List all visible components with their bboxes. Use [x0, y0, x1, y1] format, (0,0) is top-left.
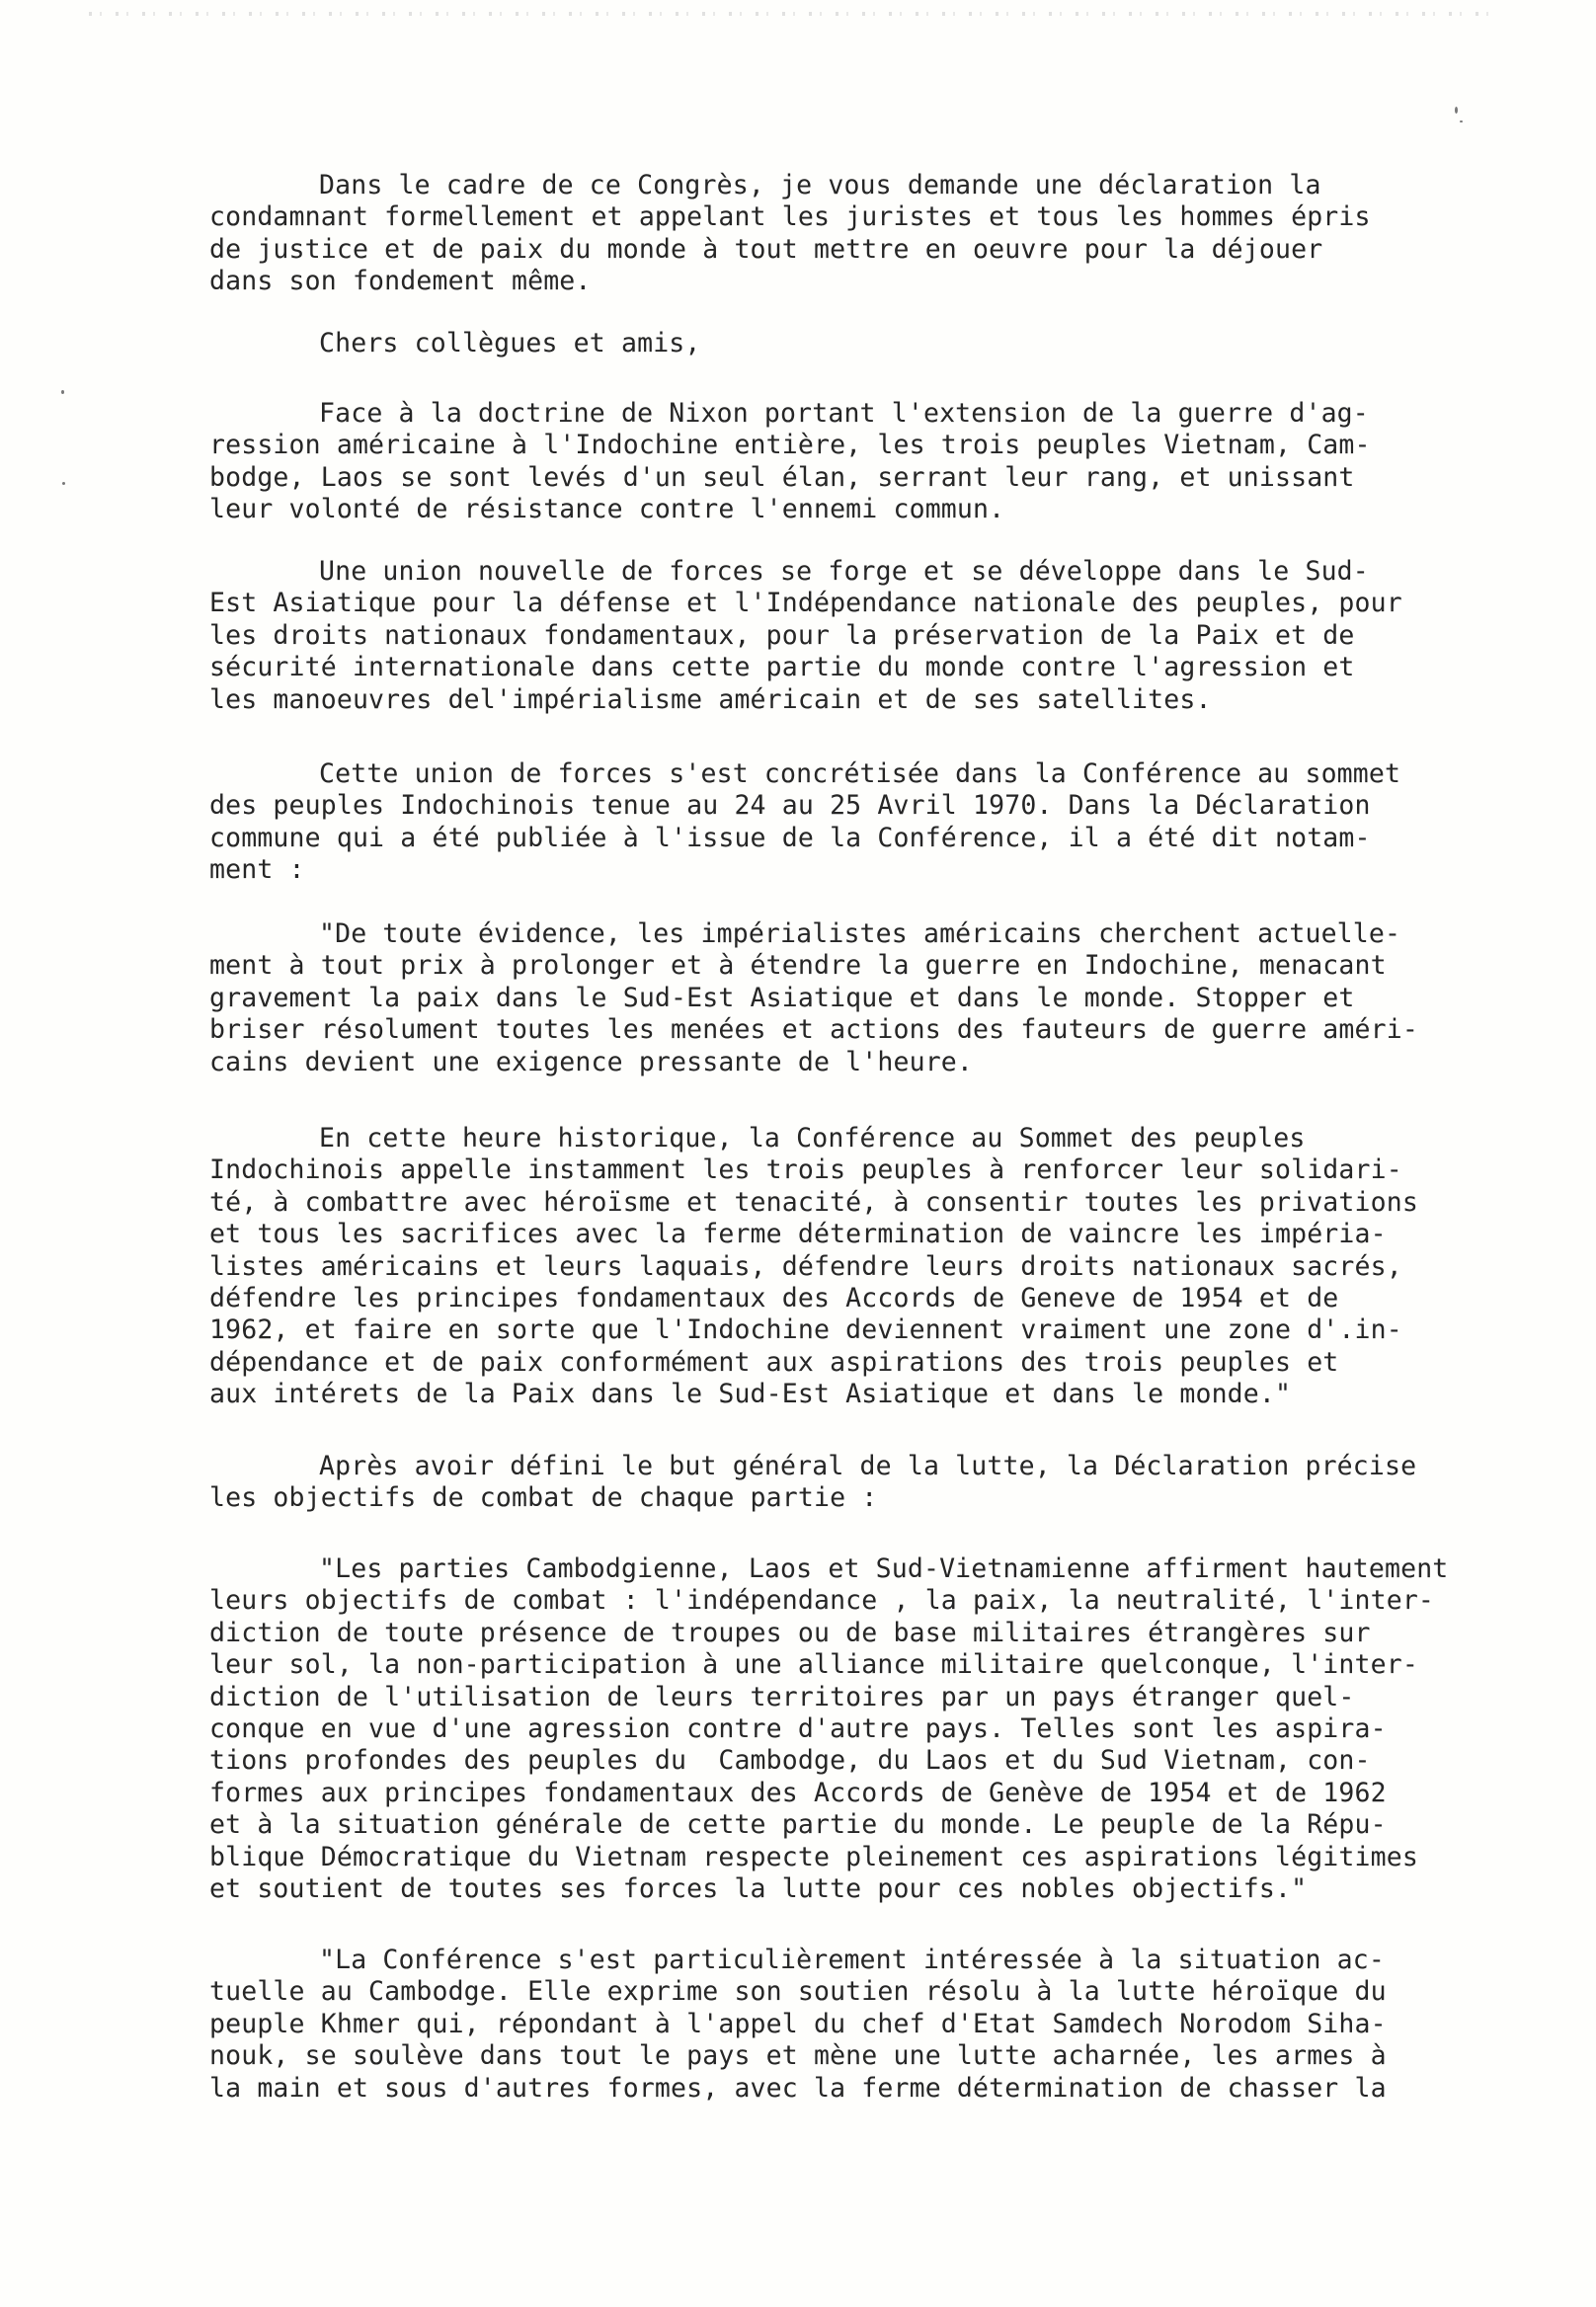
paragraph-line: listes américains et leurs laquais, défendre leurs droits nationaux sacrés,: [209, 1251, 1402, 1282]
paragraph-line: ression américaine à l'Indochine entière, les trois peuples Vietnam, Cam-: [209, 430, 1371, 460]
paragraph-line: sécurité internationale dans cette partie du monde contre l'agression et: [209, 652, 1355, 682]
paragraph-line: diction de l'utilisation de leurs territoires par un pays étranger quel-: [209, 1682, 1355, 1712]
paragraph-line: les droits nationaux fondamentaux, pour la préservation de la Paix et de: [209, 620, 1355, 651]
paragraph-line: défendre les principes fondamentaux des Accords de Geneve de 1954 et de: [209, 1283, 1339, 1313]
paragraph-first-line: Chers collègues et amis,: [319, 328, 701, 358]
paragraph-line: 1962, et faire en sorte que l'Indochine deviennent vraiment une zone d'.in-: [209, 1314, 1402, 1345]
paragraph-line: nouk, se soulève dans tout le pays et mène une lutte acharnée, les armes à: [209, 2040, 1387, 2071]
paragraph-line: de justice et de paix du monde à tout mettre en oeuvre pour la déjouer: [209, 234, 1323, 265]
paragraph-line: condamnant formellement et appelant les juristes et tous les hommes épris: [209, 201, 1371, 232]
paragraph-line: la main et sous d'autres formes, avec la ferme détermination de chasser la: [209, 2073, 1387, 2104]
paragraph-first-line: "Les parties Cambodgienne, Laos et Sud-Vietnamienne affirment hautement: [319, 1553, 1449, 1584]
paragraph-line: dans son fondement même.: [209, 266, 592, 296]
paragraph-line: formes aux principes fondamentaux des Accords de Genève de 1954 et de 1962: [209, 1778, 1387, 1808]
paragraph-line: et à la situation générale de cette partie du monde. Le peuple de la Répu-: [209, 1809, 1387, 1840]
paragraph-line: Est Asiatique pour la défense et l'Indépendance nationale des peuples, pour: [209, 588, 1402, 618]
paragraph-first-line: Après avoir défini le but général de la lutte, la Déclaration précise: [319, 1451, 1417, 1481]
paragraph-line: des peuples Indochinois tenue au 24 au 25 Avril 1970. Dans la Déclaration: [209, 790, 1371, 821]
paragraph-line: tions profondes des peuples du Cambodge, du Laos et du Sud Vietnam, con-: [209, 1745, 1371, 1776]
paragraph-line: commune qui a été publiée à l'issue de la Conférence, il a été dit notam-: [209, 823, 1371, 853]
paragraph-first-line: "La Conférence s'est particulièrement intéressée à la situation ac-: [319, 1945, 1385, 1975]
paragraph-first-line: Cette union de forces s'est concrétisée dans la Conférence au sommet: [319, 758, 1401, 789]
paragraph-line: dépendance et de paix conformément aux aspirations des trois peuples et: [209, 1347, 1339, 1378]
paragraph-line: bodge, Laos se sont levés d'un seul élan, serrant leur rang, et unissant: [209, 462, 1355, 493]
paragraph-line: aux intérets de la Paix dans le Sud-Est Asiatique et dans le monde.": [209, 1379, 1292, 1409]
paragraph-first-line: En cette heure historique, la Conférence au Sommet des peuples: [319, 1123, 1306, 1154]
paragraph-line: et tous les sacrifices avec la ferme détermination de vaincre les impéria-: [209, 1219, 1387, 1249]
paragraph-line: Indochinois appelle instamment les trois peuples à renforcer leur solidari-: [209, 1154, 1402, 1185]
paragraph-line: briser résolument toutes les menées et actions des fauteurs de guerre améri-: [209, 1014, 1418, 1045]
paragraph-first-line: Dans le cadre de ce Congrès, je vous demande une déclaration la: [319, 170, 1321, 200]
paragraph-line: leur sol, la non-participation à une alliance militaire quelconque, l'inter-: [209, 1649, 1418, 1680]
paragraph-line: diction de toute présence de troupes ou de base militaires étrangères sur: [209, 1618, 1371, 1648]
paragraph-line: blique Démocratique du Vietnam respecte pleinement ces aspirations légitimes: [209, 1842, 1418, 1872]
paragraph-line: ment à tout prix à prolonger et à étendre la guerre en Indochine, menacant: [209, 950, 1387, 981]
paragraph-line: ment :: [209, 854, 305, 885]
paragraph-line: peuple Khmer qui, répondant à l'appel du chef d'Etat Samdech Norodom Siha-: [209, 2009, 1387, 2039]
paragraph-line: les objectifs de combat de chaque partie :: [209, 1482, 878, 1513]
paragraph-line: cains devient une exigence pressante de l'heure.: [209, 1047, 974, 1077]
paragraph-first-line: Face à la doctrine de Nixon portant l'extension de la guerre d'ag-: [319, 398, 1369, 429]
paragraph-line: leur volonté de résistance contre l'ennemi commun.: [209, 494, 1005, 524]
paragraph-line: leurs objectifs de combat : l'indépendance , la paix, la neutralité, l'inter-: [209, 1585, 1435, 1616]
paragraph-line: conque en vue d'une agression contre d'autre pays. Telles sont les aspira-: [209, 1713, 1387, 1744]
paragraph-first-line: "De toute évidence, les impérialistes américains cherchent actuelle-: [319, 918, 1401, 949]
paragraph-line: té, à combattre avec héroïsme et tenacité, à consentir toutes les privations: [209, 1187, 1418, 1218]
paragraph-first-line: Une union nouvelle de forces se forge et se développe dans le Sud-: [319, 556, 1369, 587]
paragraph-line: et soutient de toutes ses forces la lutte pour ces nobles objectifs.": [209, 1873, 1308, 1904]
paragraph-line: les manoeuvres del'impérialisme américain et de ses satellites.: [209, 684, 1212, 715]
paragraph-line: gravement la paix dans le Sud-Est Asiatique et dans le monde. Stopper et: [209, 983, 1355, 1013]
paragraph-line: tuelle au Cambodge. Elle exprime son soutien résolu à la lutte héroïque du: [209, 1976, 1387, 2007]
